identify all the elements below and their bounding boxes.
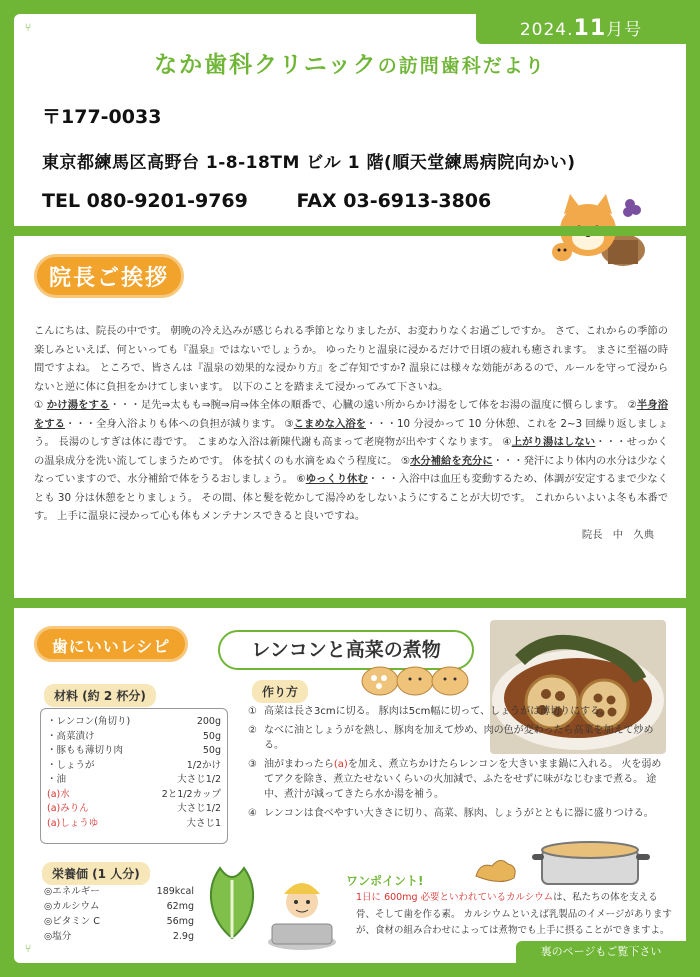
issue-date: 2024.11月号 xyxy=(476,14,686,44)
pot-illustration xyxy=(532,836,652,888)
nutrition-row: ◎カルシウム 62mg xyxy=(44,901,194,912)
nutrition-row: ◎エネルギー 189kcal xyxy=(44,886,194,897)
ingredient-row: ・しょうが 1/2かけ xyxy=(47,759,221,771)
ingredient-row: (a)しょうゆ 大さじ1 xyxy=(47,817,221,829)
nutrition-label: 栄養価 (1 人分) xyxy=(42,862,150,885)
fax-number: FAX 03-6913-3806 xyxy=(296,190,492,212)
newsletter-title: なか歯科クリニックの訪問歯科だより xyxy=(154,52,546,78)
section-divider xyxy=(14,226,686,236)
ingredient-row: ・高菜漬け 50g xyxy=(47,730,221,742)
postal-code: 〒177-0033 xyxy=(42,106,162,128)
ingredients-box xyxy=(40,708,228,844)
ingredient-row: ・油 大さじ1/2 xyxy=(47,774,221,785)
greens-illustration xyxy=(200,860,264,940)
lotus-root-illustration xyxy=(360,664,470,698)
recipe-step: ③ 油がまわったら(a)を加え、煮立ちかけたらレンコンを大きいまま鍋に入れる。 火を弱めてアクを除き、煮立たせないくらいの火加減で、ふたをせずに味がなじむまで煮る。 途中、煮汁が減ってきたら水か湯を補う。 xyxy=(248,759,662,800)
recipe-step: ① 高菜は長さ3cmに切る。 豚肉は5cm幅に切って、しょうがは薄切りにする。 xyxy=(248,706,611,717)
ginger-illustration xyxy=(470,852,520,888)
nutrition-row: ◎ビタミン C 56mg xyxy=(44,916,194,927)
ingredient-row: ・レンコン(角切り) 200g xyxy=(47,716,221,727)
ingredients-label: 材料 (約 2 杯分) xyxy=(44,684,156,707)
corner-fork-icon: ⑂ xyxy=(20,941,36,957)
tel-number: TEL 080-9201-9769 xyxy=(42,190,248,212)
greeting-letter: こんにちは、院長の中です。 朝晩の冷え込みが感じられる季節となりましたが、お変わりなくお過ごしですか。 さて、これからの季節の楽しみといえば、何といっても『温泉』ではないでしょうか。 ゆったりと温泉に浸かるだけで日頃の疲れも癒されます。 まさに至福の時間ですよね。 ところで、皆さんは『温泉の効果的な浸かり方』をご存知ですか? 温泉には様々な効能があるので、ルールを守って浸からないと逆に体に負担をかけてしまいます。 以下のことを踏まえて浸かってみて下さいね。 ① かけ湯をする・・・足先⇒太もも⇒腕⇒肩⇒体全体の順番で、心臓の遠い所からかけ湯をして体をお湯の温度に慣らします。 ②半身浴をする・・・全身入浴よりも体への負担が減ります。 ③こまめな入浴を・・・10 分浸かって 10 分休憩、これを 2~3 回繰り返しましょう。 長湯のしすぎは体に毒です。 こまめな入浴は新陳代謝も高まって老廃物が出やすくなります。 ④上がり湯はしない・・・せっかくの温泉成分を洗い流してしまうためです。 体を拭くのも水滴をぬぐう程度に。 ⑤水分補給を充分に・・・発汗により体内の水分は少なくなっていますので、水分補給で体をうるおしましょう。 ⑥ゆっくり休む・・・入浴中は血圧も変動するため、体調が安定するまで少なくとも 30 分は休憩をとりましょう。 その間、体と髪を乾かして湯冷めをしないようにすることが大切です。 これからいよいよ冬も本番です。 上手に温泉に浸かって心も体もメンテナンスできると良いですね。 院長 中 久典 xyxy=(34,322,668,544)
section-divider xyxy=(14,598,686,608)
nutrition-row: ◎塩分 2.9g xyxy=(44,931,194,942)
ingredient-row: (a)水 2と1/2カップ xyxy=(47,788,221,800)
onepoint-text: 1日に 600mg 必要といわれているカルシウムは、私たちの体を支える骨、そして歯を作る素。 カルシウムといえば乳製品のイメージがありますが、食材の組み合わせによっては煮物でも上手に摂ることができますよ。 xyxy=(356,892,672,936)
steps-label: 作り方 xyxy=(252,680,308,703)
next-page-note: 裏のページもご覧下さい xyxy=(516,941,686,963)
recipe-step: ② なべに油としょうがを熱し、豚肉を加えて炒め、肉の色が変わったら高菜を加えて炒める。 xyxy=(248,725,654,751)
contact-numbers xyxy=(42,190,491,212)
nutrition-list xyxy=(44,884,194,944)
recipe-badge: 歯にいいレシピ xyxy=(34,626,188,662)
dish-title: レンコンと高菜の煮物 xyxy=(218,630,474,670)
onepoint-label: ワンポイント! xyxy=(346,874,424,888)
corner-fork-icon: ⑂ xyxy=(20,20,36,36)
recipe-steps xyxy=(248,704,668,825)
clinic-address: 東京都練馬区高野台 1-8-18TM ビル 1 階(順天堂練馬病院向かい) xyxy=(42,153,576,173)
recipe-step: ④ レンコンは食べやすい大きさに切り、高菜、豚肉、しょうがとともに器に盛りつける。 xyxy=(248,808,654,819)
cook-illustration xyxy=(262,872,342,950)
signature: 院長 中 久典 xyxy=(581,528,654,541)
greeting-badge: 院長ご挨拶 xyxy=(34,254,184,298)
ingredient-row: ・豚もも薄切り肉 50g xyxy=(47,745,221,756)
ingredient-row: (a)みりん 大さじ1/2 xyxy=(47,803,221,814)
